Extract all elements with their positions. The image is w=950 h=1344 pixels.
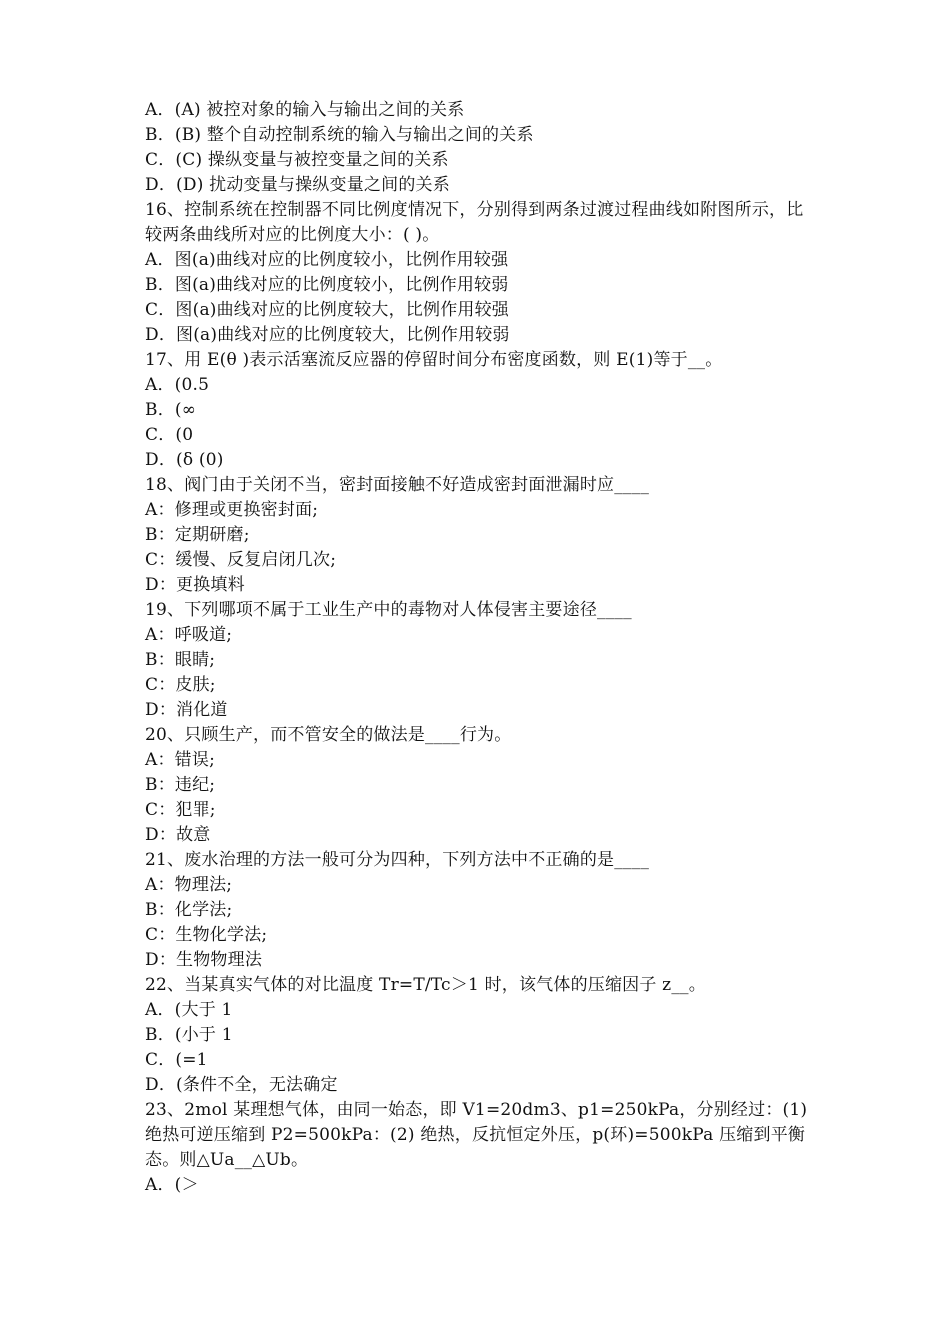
q18-option-a: A：修理或更换密封面; xyxy=(145,500,319,520)
q15-option-c: C．(C) 操纵变量与被控变量之间的关系 xyxy=(145,150,449,170)
q18-option-d: D：更换填料 xyxy=(145,575,245,595)
q19-option-d: D：消化道 xyxy=(145,700,228,720)
q16-option-a: A．图(a)曲线对应的比例度较小，比例作用较强 xyxy=(145,250,509,270)
q23-question: 23、2mol 某理想气体，由同一始态，即 V1=20dm3、p1=250kPa，分别经过：(1) 绝热可逆压缩到 P2=500kPa：(2) 绝热，反抗恒定外压，p(环)=500kPa 压缩到平衡态。则△Ua__△Ub。 xyxy=(145,1100,808,1170)
q17-option-a: A．(0.5 xyxy=(145,375,210,395)
q17-option-d: D．(δ (0) xyxy=(145,450,224,470)
q18-option-c: C：缓慢、反复启闭几次; xyxy=(145,550,337,570)
q17-option-c: C．(0 xyxy=(145,425,194,445)
q16-option-d: D．图(a)曲线对应的比例度较大，比例作用较弱 xyxy=(145,325,510,345)
q19-option-a: A：呼吸道; xyxy=(145,625,233,645)
q19-option-c: C：皮肤; xyxy=(145,675,216,695)
q15-option-d: D．(D) 扰动变量与操纵变量之间的关系 xyxy=(145,175,450,195)
q21-option-c: C：生物化学法; xyxy=(145,925,268,945)
q21-option-a: A：物理法; xyxy=(145,875,233,895)
q20-option-c: C：犯罪; xyxy=(145,800,216,820)
q22-option-b: B．(小于 1 xyxy=(145,1025,233,1045)
q21-option-d: D：生物物理法 xyxy=(145,950,263,970)
q15-option-a: A．(A) 被控对象的输入与输出之间的关系 xyxy=(145,100,465,120)
q16-option-b: B．图(a)曲线对应的比例度较小，比例作用较弱 xyxy=(145,275,509,295)
q16-option-c: C．图(a)曲线对应的比例度较大，比例作用较强 xyxy=(145,300,510,320)
q22-question: 22、当某真实气体的对比温度 Tr=T/Tc＞1 时，该气体的压缩因子 z__。 xyxy=(145,975,706,995)
q21-option-b: B：化学法; xyxy=(145,900,233,920)
q19-option-b: B：眼睛; xyxy=(145,650,216,670)
q18-option-b: B：定期研磨; xyxy=(145,525,250,545)
q23-option-a: A．(＞ xyxy=(145,1175,199,1195)
document-page xyxy=(145,98,813,1198)
q22-option-a: A．(大于 1 xyxy=(145,1000,233,1020)
q20-option-d: D：故意 xyxy=(145,825,211,845)
q20-option-b: B：违纪; xyxy=(145,775,216,795)
q22-option-d: D．(条件不全，无法确定 xyxy=(145,1075,338,1095)
q20-question: 20、只顾生产，而不管安全的做法是____行为。 xyxy=(145,725,512,745)
q20-option-a: A：错误; xyxy=(145,750,216,770)
q22-option-c: C．(=1 xyxy=(145,1050,208,1070)
q18-question: 18、阀门由于关闭不当，密封面接触不好造成密封面泄漏时应____ xyxy=(145,475,650,495)
q19-question: 19、下列哪项不属于工业生产中的毒物对人体侵害主要途径____ xyxy=(145,600,632,620)
q21-question: 21、废水治理的方法一般可分为四种，下列方法中不正确的是____ xyxy=(145,850,650,870)
q17-question: 17、用 E(θ )表示活塞流反应器的停留时间分布密度函数，则 E(1)等于__。 xyxy=(145,350,723,370)
q17-option-b: B．(∞ xyxy=(145,400,197,420)
q15-option-b: B．(B) 整个自动控制系统的输入与输出之间的关系 xyxy=(145,125,534,145)
q16-question: 16、控制系统在控制器不同比例度情况下，分别得到两条过渡过程曲线如附图所示，比较两条曲线所对应的比例度大小：( )。 xyxy=(145,200,804,245)
